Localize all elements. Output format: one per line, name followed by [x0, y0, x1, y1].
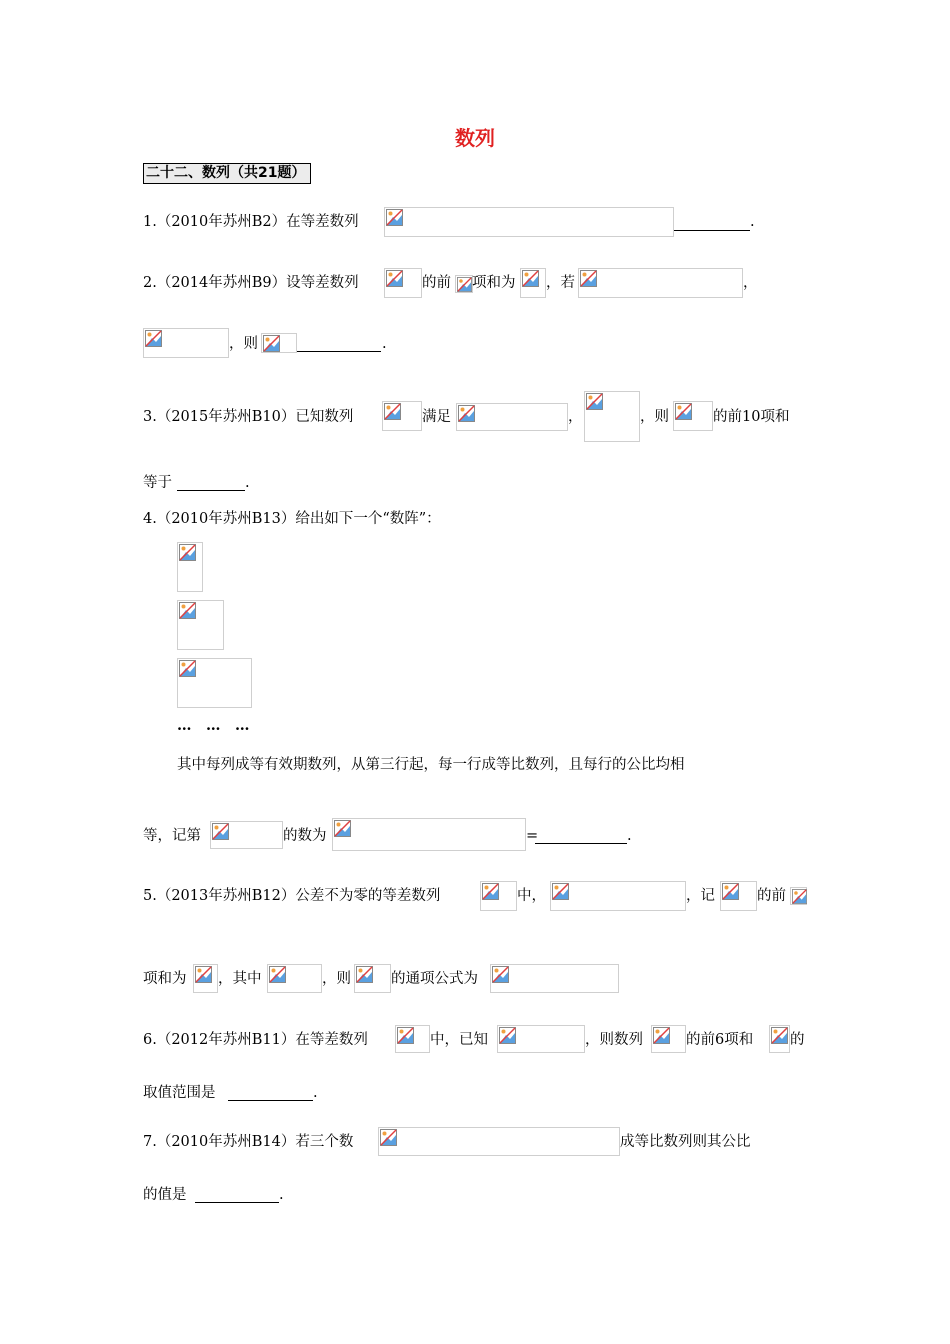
formula-image: [193, 964, 218, 993]
period: .: [313, 1085, 318, 1101]
broken-image-icon: [492, 966, 509, 983]
broken-image-icon: [179, 660, 196, 677]
question-text: 的通项公式为: [391, 971, 478, 987]
formula-image: [384, 207, 674, 237]
formula-image: [520, 268, 546, 298]
formula-image: [354, 964, 391, 993]
page-title: 数列: [455, 126, 495, 150]
question-text: 的值是: [143, 1187, 187, 1203]
formula-image: [720, 881, 757, 911]
question-text: ，: [743, 275, 758, 291]
broken-image-icon: [722, 883, 739, 900]
broken-image-icon: [482, 883, 499, 900]
question-text: ，则数列: [585, 1032, 643, 1048]
equals-sign: =: [526, 828, 539, 844]
formula-image: [651, 1025, 686, 1053]
question-text: 的前10项和: [713, 409, 790, 425]
answer-blank[interactable]: [195, 1202, 279, 1203]
section-heading: 二十二、数列（共21题）: [143, 163, 311, 184]
broken-image-icon: [334, 820, 351, 837]
formula-image: [384, 268, 422, 298]
question-text: ，记: [686, 888, 715, 904]
answer-blank[interactable]: [674, 230, 750, 231]
broken-image-icon: [179, 544, 196, 561]
broken-image-icon: [458, 405, 475, 422]
question-text: 的前: [757, 888, 786, 904]
formula-image: [790, 887, 807, 905]
question-text: 1.（2010年苏州B2）在等差数列: [143, 214, 359, 230]
broken-image-icon: [586, 393, 603, 410]
broken-image-icon: [195, 966, 212, 983]
question-text: 的: [790, 1032, 805, 1048]
matrix-row-image: [177, 542, 203, 592]
question-text: 7.（2010年苏州B14）若三个数: [143, 1134, 354, 1150]
broken-image-icon: [499, 1027, 516, 1044]
formula-image: [395, 1025, 430, 1053]
question-text: 的前6项和: [686, 1032, 754, 1048]
question-text: 项和为: [472, 275, 516, 291]
broken-image-icon: [356, 966, 373, 983]
question-text: 3.（2015年苏州B10）已知数列: [143, 409, 354, 425]
formula-image: [382, 401, 422, 431]
answer-blank[interactable]: [297, 351, 381, 352]
period: .: [627, 828, 632, 844]
question-text: 5.（2013年苏州B12）公差不为零的等差数列: [143, 888, 441, 904]
question-text: ，则: [640, 409, 669, 425]
question-text: ，则: [229, 336, 258, 352]
answer-blank[interactable]: [228, 1100, 313, 1101]
formula-image: [455, 275, 473, 293]
broken-image-icon: [397, 1027, 414, 1044]
question-text: 中，: [517, 888, 546, 904]
broken-image-icon: [386, 209, 403, 226]
question-text: 项和为: [143, 971, 187, 987]
broken-image-icon: [269, 966, 286, 983]
question-text: 的数为: [283, 828, 327, 844]
period: .: [245, 475, 250, 491]
broken-image-icon: [384, 403, 401, 420]
formula-image: [210, 821, 283, 849]
formula-image: [456, 403, 568, 431]
answer-blank[interactable]: [535, 843, 627, 844]
formula-image: [267, 964, 322, 993]
formula-image: [143, 328, 229, 358]
question-text: 其中每列成等有效期数列，从第三行起，每一行成等比数列，且每行的公比均相: [177, 757, 685, 773]
formula-image: [261, 333, 297, 353]
answer-blank[interactable]: [177, 490, 245, 491]
formula-image: [480, 881, 517, 911]
broken-image-icon: [771, 1027, 788, 1044]
formula-image: [497, 1025, 585, 1053]
question-text: 的前: [422, 275, 451, 291]
broken-image-icon: [380, 1129, 397, 1146]
period: .: [382, 336, 387, 352]
question-text: 中，已知: [430, 1032, 488, 1048]
broken-image-icon: [653, 1027, 670, 1044]
formula-image: [550, 881, 686, 911]
question-text: ，则: [322, 971, 351, 987]
period: .: [279, 1187, 284, 1203]
formula-image: [378, 1127, 620, 1156]
broken-image-icon: [552, 883, 569, 900]
broken-image-icon: [212, 823, 229, 840]
question-text: 满足: [422, 409, 451, 425]
broken-image-icon: [145, 330, 162, 347]
ellipsis: … … …: [177, 717, 250, 734]
question-text: 等于: [143, 475, 172, 491]
question-text: ，其中: [218, 971, 262, 987]
broken-image-icon: [675, 403, 692, 420]
broken-image-icon: [263, 335, 280, 352]
formula-image: [490, 964, 619, 993]
broken-image-icon: [792, 889, 807, 904]
question-text: 4.（2010年苏州B13）给出如下一个“数阵”：: [143, 511, 441, 527]
question-text: ，若: [546, 275, 575, 291]
broken-image-icon: [522, 270, 539, 287]
formula-image: [769, 1025, 790, 1053]
broken-image-icon: [580, 270, 597, 287]
matrix-row-image: [177, 600, 224, 650]
question-text: 等，记第: [143, 828, 201, 844]
question-text: 2.（2014年苏州B9）设等差数列: [143, 275, 359, 291]
formula-image: [584, 391, 640, 442]
question-text: 取值范围是: [143, 1085, 216, 1101]
formula-image: [332, 818, 526, 851]
question-text: 6.（2012年苏州B11）在等差数列: [143, 1032, 368, 1048]
question-text: ，: [568, 409, 583, 425]
formula-image: [578, 268, 743, 298]
formula-image: [673, 401, 713, 431]
broken-image-icon: [457, 277, 472, 292]
matrix-row-image: [177, 658, 252, 708]
period: .: [750, 214, 755, 230]
broken-image-icon: [386, 270, 403, 287]
broken-image-icon: [179, 602, 196, 619]
question-text: 成等比数列则其公比: [620, 1134, 751, 1150]
